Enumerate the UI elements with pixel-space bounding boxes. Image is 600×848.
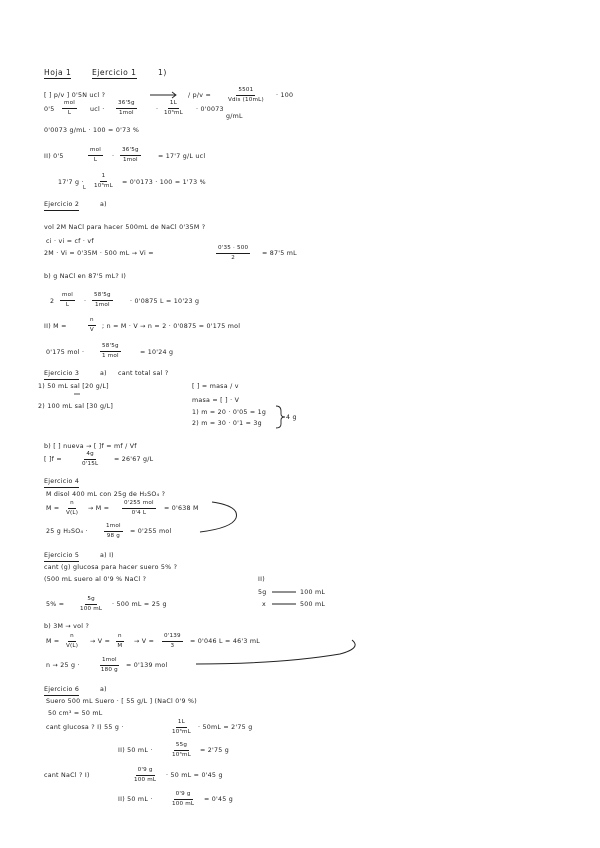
ex3-part-b-calc: [ ]f =: [44, 456, 62, 463]
ex2-method2-fraction: n V: [89, 317, 94, 333]
ex6-nacl-start: cant NaCl ? I): [44, 772, 90, 779]
ex2-dilution-formula: ci · vi = cf · vf: [46, 238, 94, 245]
ex2-method2-start: II) M =: [44, 323, 67, 330]
ex6-volume-conversion: 50 cm³ = 50 mL: [48, 710, 103, 717]
ex5-curve: [196, 640, 355, 664]
ex6-glucose-result: · 50mL = 2'75 g: [198, 724, 253, 731]
ex3-solution-2: 2) 100 mL sal [30 g/L]: [38, 403, 114, 410]
exercise-1-part: 1): [158, 68, 167, 77]
ex6-nacl-method2-result: = 0'45 g: [204, 796, 234, 803]
ex1-method2-fraction-a: mol L: [90, 147, 102, 163]
ex6-nacl-fraction: 0'9 g 100 mL: [134, 767, 157, 783]
ex1-line2-start: 0'5: [44, 106, 55, 113]
ex1-formula-label: / p/v =: [188, 92, 211, 99]
ex3-solution-1: 1) 50 mL sal [20 g/L]: [38, 383, 109, 390]
ex2-part-b-fraction-b: 58'5g 1mol: [94, 292, 111, 308]
ex1-line2-result: · 0'0073: [196, 106, 224, 113]
ex4-molarity-result: = 0'638 M: [164, 505, 199, 512]
ex1-fraction-molar-mass: 36'5g 1mol: [118, 100, 135, 116]
ex6-nacl-method2-start: II) 50 mL ·: [118, 796, 153, 803]
ex5-ratio-c: x: [262, 601, 266, 608]
ex3-brace: [276, 406, 285, 428]
ex1-method2-start: II) 0'5: [44, 153, 64, 160]
ex6-glucose-method2-result: = 2'75 g: [200, 747, 230, 754]
ex2-moles-result: = 10'24 g: [140, 349, 174, 356]
ex2-part-b-dot: ·: [84, 298, 87, 305]
ex5-percent-result: · 500 mL = 25 g: [112, 601, 167, 608]
ex3-part-b: b) [ ] nueva → [ ]f = mf / Vf: [44, 443, 137, 450]
ex2-dilution-fraction: 0'35 · 500 2: [218, 245, 249, 261]
ex2-part-b-fraction-a: mol L: [62, 292, 74, 308]
ex1-line2-dot: ·: [156, 106, 159, 113]
ex2-question: vol 2M NaCl para hacer 500mL de NaCl 0'35M ?: [44, 224, 206, 231]
ex1-line2-unit: g/mL: [226, 113, 243, 120]
ex1-method2-line2-result: = 0'0173 · 100 = 1'73 %: [122, 179, 206, 186]
ex5-moles-start: n → 25 g ·: [46, 662, 80, 669]
ex1-question: [ ] p/v ] 0'5N ucl ?: [44, 92, 106, 99]
ex1-arrow: [150, 92, 176, 98]
exercise-6-title: Ejercicio 6: [44, 686, 79, 696]
ex1-method2-dot: ·: [112, 153, 115, 160]
ex5-method2-label: II): [258, 576, 265, 583]
ex5-volume-fraction-c: 0'139 3: [164, 633, 181, 649]
ex5-moles-result: = 0'139 mol: [126, 662, 168, 669]
ex3-mass-formula: masa = [ ] · V: [192, 397, 240, 404]
ex3-part-b-result: = 26'67 g/L: [114, 456, 154, 463]
ex5-part-b: b) 3M → vol ?: [44, 623, 90, 630]
ex2-part-b-question: b) g NaCl en 87'5 mL? I): [44, 273, 127, 280]
exercise-2-part: a): [100, 201, 107, 208]
exercise-3-part: a): [100, 370, 107, 377]
ex1-formula-fraction: 5501 Vdis (10mL): [228, 87, 264, 103]
exercise-1-title: Ejercicio 1: [92, 68, 137, 77]
ex1-line2-mid: ucl ·: [90, 106, 105, 113]
ex5-volume-arrow-2: → V =: [134, 638, 155, 645]
ex5-volume-start: M =: [46, 638, 60, 645]
ex1-method2-line2-start: 17'7 g ·: [58, 179, 84, 186]
ex6-given: Suero 500 mL Suero · [ 55 g/L ] (NaCl 0'9 %): [46, 698, 197, 705]
ex3-total-mass: 4 g: [286, 414, 297, 421]
ex5-volume-result: = 0'046 L = 46'3 mL: [190, 638, 260, 645]
ex1-method2-fraction-b: 36'5g 1mol: [122, 147, 139, 163]
ex4-molarity-fraction-values: 0'255 mol 0'4 L: [124, 500, 154, 516]
ex5-moles-fraction: 1mol 180 g: [100, 657, 118, 673]
ex6-glucose-fraction: 1L 10³mL: [172, 719, 191, 735]
ex4-moles-result: = 0'255 mol: [130, 528, 172, 535]
ex2-dilution-result: = 87'5 mL: [262, 250, 297, 257]
ex4-moles-start: 25 g H₂SO₄ ·: [46, 528, 88, 535]
exercise-5-title: Ejercicio 5: [44, 552, 79, 562]
ex5-percent-fraction: 5g 100 mL: [80, 596, 103, 612]
ex4-molarity-start: M =: [46, 505, 60, 512]
ex4-molarity-arrow: → M =: [88, 505, 110, 512]
exercise-2-title: Ejercicio 2: [44, 201, 79, 211]
ex3-concentration-formula: [ ] = masa / v: [192, 383, 239, 390]
ex1-fraction-volume: 1L 10³mL: [164, 100, 183, 116]
exercise-3-title: Ejercicio 3: [44, 370, 79, 380]
ex3-part-b-fraction: 4g 0'15L: [82, 451, 99, 467]
ex5-question-2: (500 mL suero al 0'9 % NaCl ?: [44, 576, 147, 583]
sheet-title: Hoja 1: [44, 68, 72, 77]
ex3-mass-2: 2) m = 30 · 0'1 = 3g: [192, 420, 262, 427]
ex5-ratio-b: 100 mL: [300, 589, 326, 596]
ex5-question-1: cant (g) glucosa para hacer suero 5% ?: [44, 564, 178, 571]
ex2-part-b-result: · 0'0875 L = 10'23 g: [130, 298, 200, 305]
ex2-moles-fraction: 58'5g 1 mol: [102, 343, 119, 359]
ex2-moles-start: 0'175 mol ·: [46, 349, 85, 356]
ex6-glucose-start: cant glucosa ? I) 55 g ·: [46, 724, 124, 731]
ex6-nacl-result: · 50 mL = 0'45 g: [166, 772, 223, 779]
ex5-percent-start: 5% =: [46, 601, 65, 608]
ex5-volume-arrow-1: → V =: [90, 638, 111, 645]
ex1-percent-result: 0'0073 g/mL · 100 = 0'73 %: [44, 127, 140, 134]
ex4-moles-fraction: 1mol 98 g: [106, 523, 121, 539]
exercise-5-part: a) I): [100, 552, 114, 559]
ex1-formula-times: · 100: [276, 92, 294, 99]
ex2-part-b-start: 2: [50, 298, 55, 305]
ex3-mass-1: 1) m = 20 · 0'05 = 1g: [192, 409, 267, 416]
ex6-glucose-method2-fraction: 55g 10³mL: [172, 742, 191, 758]
ex1-fraction-mol-l: mol L: [64, 100, 76, 116]
ex5-ratio-a: 5g: [258, 589, 267, 596]
exercise-6-part: a): [100, 686, 107, 693]
ex5-ratio-d: 500 mL: [300, 601, 326, 608]
ex4-question: M disol 400 mL con 25g de H₂SO₄ ?: [46, 491, 166, 498]
ex1-method2-result: = 17'7 g/L ucl: [158, 153, 206, 160]
ex6-nacl-method2-fraction: 0'9 g 100 mL: [172, 791, 195, 807]
ex5-volume-fraction-b: n M: [117, 633, 123, 649]
exercise-4-title: Ejercicio 4: [44, 478, 79, 488]
ex4-curve: [200, 502, 237, 532]
ex1-method2-line2-fraction: 1 10³mL: [94, 173, 113, 189]
ex2-dilution-calc: 2M · Vi = 0'35M · 500 mL → Vi =: [44, 250, 154, 257]
ex5-volume-fraction-a: n V(L): [66, 633, 79, 649]
ex6-glucose-method2-start: II) 50 mL ·: [118, 747, 153, 754]
ex2-method2-result: ; n = M · V → n = 2 · 0'0875 = 0'175 mol: [102, 323, 241, 330]
ex3-question: cant total sal ?: [118, 370, 169, 377]
ex4-molarity-fraction: n V(L): [66, 500, 79, 516]
ex1-method2-line2-unit: L: [83, 185, 87, 191]
